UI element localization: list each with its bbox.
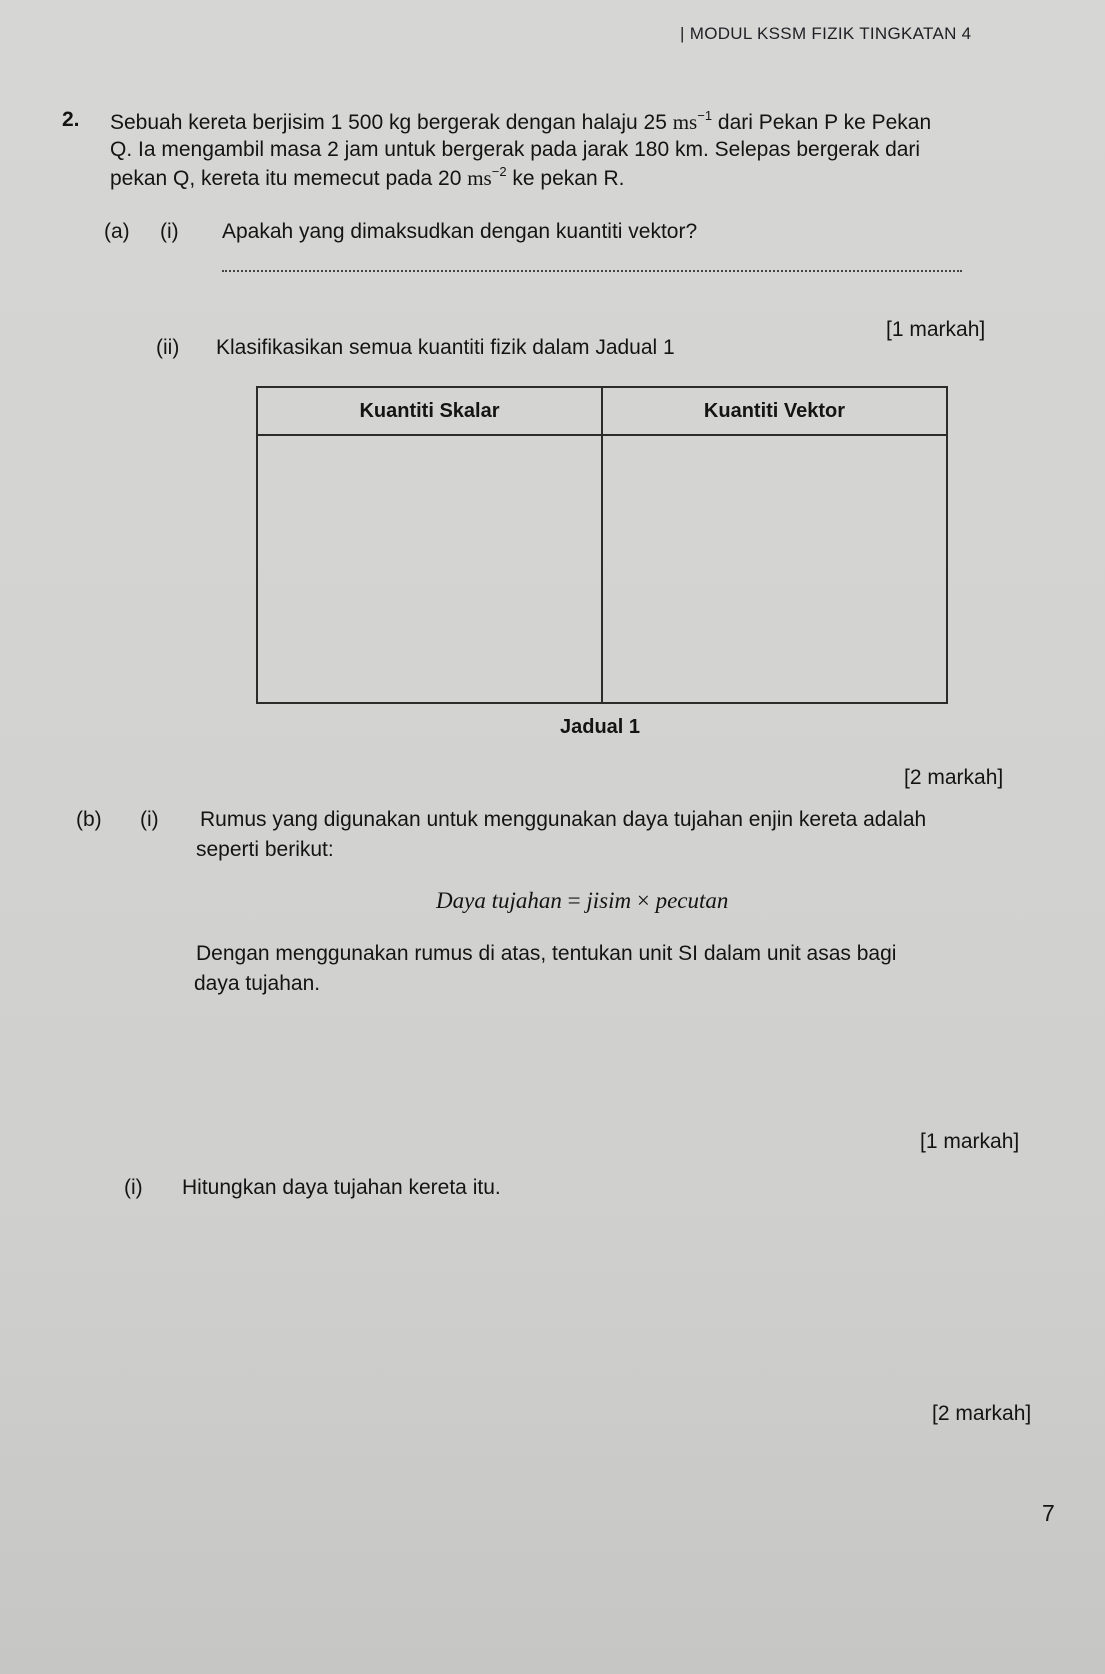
- part-b-i-label: (i): [140, 808, 159, 831]
- part-b-i-text-line1: Rumus yang digunakan untuk menggunakan daya tujahan enjin kereta adalah: [200, 808, 927, 831]
- classification-table: [256, 386, 948, 704]
- acceleration-unit: ms: [467, 166, 492, 190]
- formula-equals: =: [561, 888, 587, 913]
- part-a-i-label: (i): [160, 220, 179, 243]
- velocity-unit: ms: [672, 110, 698, 134]
- acceleration-unit-exponent: −2: [491, 164, 507, 179]
- question-line-3: [110, 166, 624, 191]
- answer-dotted-line[interactable]: [222, 270, 962, 272]
- part-b-i-instruction-line1: Dengan menggunakan rumus di atas, tentukan unit SI dalam unit asas bagi: [196, 942, 897, 965]
- part-b-i-marks: [1 markah]: [920, 1130, 1020, 1153]
- thrust-formula: [436, 888, 728, 914]
- part-a-label: (a): [104, 220, 130, 243]
- question-number: 2.: [62, 108, 80, 131]
- question-line-1: [110, 110, 931, 135]
- part-b-ii-question: Hitungkan daya tujahan kereta itu.: [182, 1176, 501, 1199]
- table-header-scalar: Kuantiti Skalar: [257, 387, 602, 435]
- question-line-3-end: ke pekan R.: [506, 167, 625, 190]
- question-line-1-text: Sebuah kereta berjisim 1 500 kg bergerak dengan halaju 25: [110, 111, 673, 134]
- table-header-vector: Kuantiti Vektor: [602, 387, 947, 435]
- velocity-unit-exponent: −1: [697, 108, 713, 123]
- formula-mass: jisim: [586, 888, 632, 913]
- part-a-ii-question: Klasifikasikan semua kuantiti fizik dalam Jadual 1: [216, 336, 675, 359]
- part-a-ii-marks: [2 markah]: [904, 766, 1004, 789]
- scalar-answer-cell[interactable]: [257, 435, 602, 703]
- part-a-ii-label: (ii): [156, 336, 180, 359]
- part-a-i-question: Apakah yang dimaksudkan dengan kuantiti vektor?: [222, 220, 698, 243]
- part-b-label: (b): [76, 808, 102, 831]
- part-b-i-text-line2: seperti berikut:: [196, 838, 334, 861]
- vector-answer-cell[interactable]: [602, 435, 947, 703]
- part-a-i-marks: [1 markah]: [886, 318, 986, 341]
- question-line-3-text: pekan Q, kereta itu memecut pada 20: [110, 167, 468, 190]
- table-caption: Jadual 1: [560, 716, 641, 738]
- part-b-i-instruction-line2: daya tujahan.: [194, 972, 321, 995]
- question-line-2: Q. Ia mengambil masa 2 jam untuk bergerak pada jarak 180 km. Selepas bergerak dari: [110, 138, 921, 161]
- part-b-ii-marks: [2 markah]: [932, 1402, 1032, 1425]
- formula-lhs: Daya tujahan: [436, 888, 562, 913]
- part-b-ii-label: (i): [124, 1176, 143, 1199]
- page-number: 7: [1042, 1500, 1055, 1526]
- question-line-1-end: dari Pekan P ke Pekan: [712, 111, 932, 134]
- module-header: | MODUL KSSM FIZIK TINGKATAN 4: [680, 24, 972, 43]
- formula-times: ×: [631, 888, 656, 913]
- formula-acceleration: pecutan: [655, 888, 729, 913]
